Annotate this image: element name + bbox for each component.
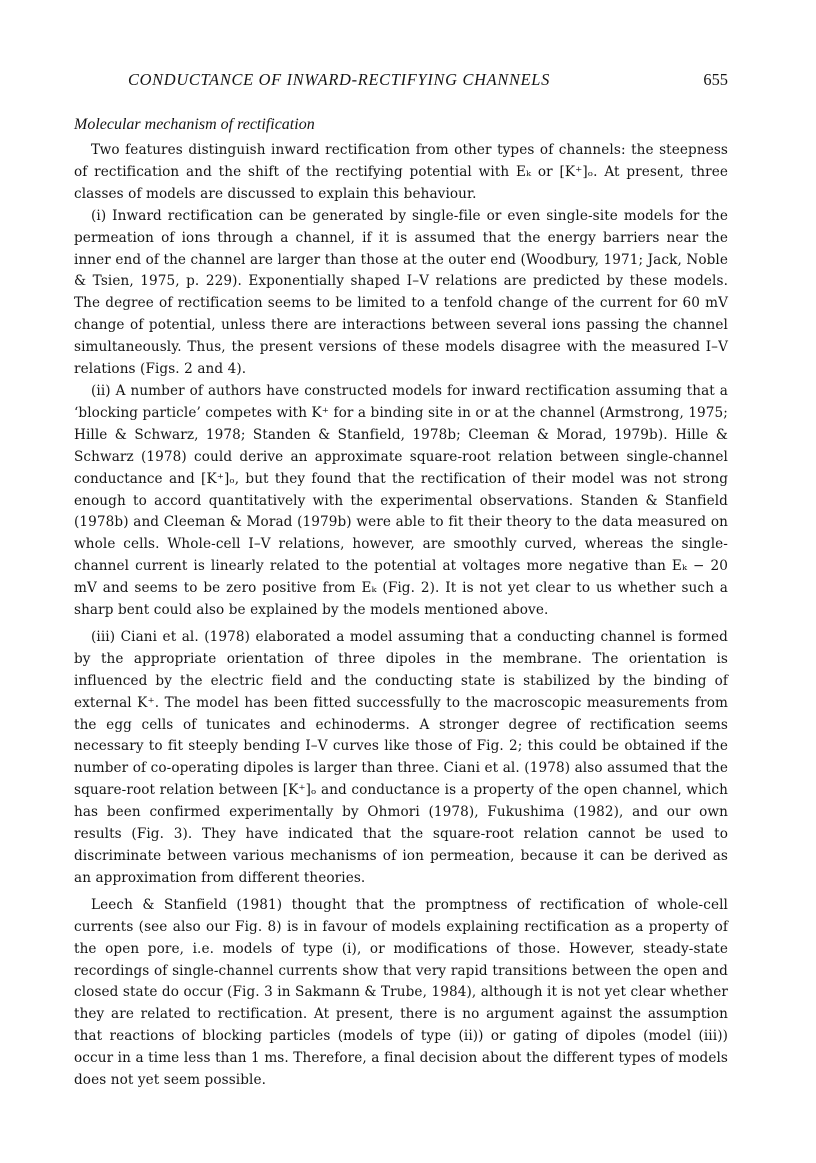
paragraph-model-ii: (ii) A number of authors have constructed models for inward rectification assuming that a ‘blocking particle’ competes with K⁺ for a binding site in or at the channel (Armstrong, 1975; Hille & Schwarz, 1978; Standen & Stanfield, 1978b; Cleeman & Morad, 1979b). Hille & Schwarz (1978) could derive an approximate square-root relation between single-channel conductance and [K⁺]ₒ, but they found that the rectification of their model was not strong enough to accord quantitatively with the experimental observations. Standen & Stanfield (1978b) and Cleeman & Morad (1979b) were able to fit their theory to the data measured on whole cells. Whole-cell I–V relations, however, are smoothly curved, whereas the single-channel current is linearly related to the potential at voltages more negative than Eₖ − 20 mV and seems to be zero positive from Eₖ (Fig. 2). It is not yet clear to us whether such a sharp bent could also be explained by the models mentioned above. [74, 382, 728, 619]
running-title: CONDUCTANCE OF INWARD-RECTIFYING CHANNELS [128, 70, 551, 89]
paragraph-model-iii: (iii) Ciani et al. (1978) elaborated a model assuming that a conducting channel is formed by the appropriate orientation of three dipoles in the membrane. The orientation is influenced by the electric field and the conducting state is stabilized by the binding of external K⁺. The model has been fitted successfully to the macroscopic measurements from the egg cells of tunicates and echinoderms. A stronger degree of rectification seems necessary to fit steeply bending I–V curves like those of Fig. 2; this could be obtained if the number of co-operating dipoles is larger than three. Ciani et al. (1978) also assumed that the square-root relation between [K⁺]ₒ and conductance is a property of the open channel, which has been confirmed experimentally by Ohmori (1978), Fukushima (1982), and our own results (Fig. 3). They have indicated that the square-root relation cannot be used to discriminate between various mechanisms of ion permeation, because it can be derived as an approximation from different theories. [74, 628, 728, 886]
section-heading: Molecular mechanism of rectification [74, 116, 315, 133]
running-header [74, 66, 728, 96]
paragraph-model-i: (i) Inward rectification can be generated by single-file or even single-site models for the permeation of ions through a channel, if it is assumed that the energy barriers near the inner end of the channel are larger than those at the outer end (Woodbury, 1971; Jack, Noble & Tsien, 1975, p. 229). Exponentially shaped I–V relations are predicted by these models. The degree of rectification seems to be limited to a tenfold change of the current for 60 mV change of potential, unless there are interactions between several ions passing the channel simultaneously. Thus, the present versions of these models disagree with the measured I–V relations (Figs. 2 and 4). [74, 207, 728, 378]
page-number: 655 [703, 70, 728, 89]
page [74, 66, 728, 1092]
paragraph-conclusion: Leech & Stanfield (1981) thought that the promptness of rectification of whole-cell currents (see also our Fig. 8) is in favour of models explaining rectification as a property of the open pore, i.e. models of type (i), or modifications of those. However, steady-state recordings of single-channel currents show that very rapid transitions between the open and closed state do occur (Fig. 3 in Sakmann & Trube, 1984), although it is not yet clear whether they are related to rectification. At present, there is no argument against the assumption that reactions of blocking particles (models of type (ii)) or gating of dipoles (model (iii)) occur in a time less than 1 ms. Therefore, a final decision about the different types of models does not yet seem possible. [74, 896, 728, 1089]
paragraph-intro: Two features distinguish inward rectification from other types of channels: the steepness of rectification and the shift of the rectifying potential with Eₖ or [K⁺]ₒ. At present, three classes of models are discussed to explain this behaviour. [74, 142, 728, 202]
